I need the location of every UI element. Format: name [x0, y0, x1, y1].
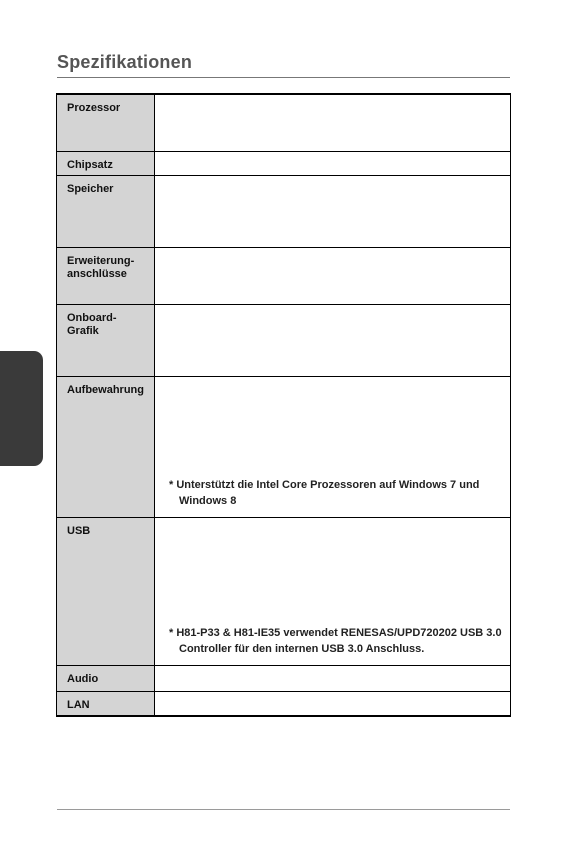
spec-value: [155, 247, 511, 304]
spec-value: [155, 691, 511, 716]
spec-label: Onboard- Grafik: [57, 304, 155, 376]
spec-label: Prozessor: [57, 94, 155, 151]
spec-label: LAN: [57, 691, 155, 716]
spec-label: Speicher: [57, 175, 155, 247]
section-side-tab: [0, 351, 43, 466]
page-title: Spezifikationen: [57, 52, 193, 72]
spec-row-expansion-slots: [57, 247, 511, 304]
spec-label: USB: [57, 517, 155, 665]
spec-footnote: * H81-P33 & H81-IE35 verwendet RENESAS/UPD720202 USB 3.0 Controller für den internen USB 3.0 Anschluss.: [169, 626, 502, 655]
spec-value: [155, 376, 511, 517]
spec-value: [155, 517, 511, 665]
spec-label: Chipsatz: [57, 151, 155, 175]
spec-label: Aufbewahrung: [57, 376, 155, 517]
specifications-table: [56, 93, 511, 717]
spec-value: [155, 94, 511, 151]
spec-value: [155, 304, 511, 376]
footer-divider: [57, 809, 510, 810]
spec-value: [155, 175, 511, 247]
spec-row-processor: [57, 94, 511, 151]
spec-value: [155, 151, 511, 175]
spec-footnote: * Unterstützt die Intel Core Prozessoren auf Windows 7 und Windows 8: [169, 478, 480, 507]
spec-row-chipset: [57, 151, 511, 175]
spec-row-onboard-graphics: [57, 304, 511, 376]
title-divider: [57, 77, 510, 78]
spec-row-audio: [57, 665, 511, 691]
spec-value: [155, 665, 511, 691]
spec-label: Audio: [57, 665, 155, 691]
spec-row-usb: [57, 517, 511, 665]
spec-row-lan: [57, 691, 511, 716]
spec-row-storage: [57, 376, 511, 517]
spec-row-memory: [57, 175, 511, 247]
spec-label: Erweiterung- anschlüsse: [57, 247, 155, 304]
